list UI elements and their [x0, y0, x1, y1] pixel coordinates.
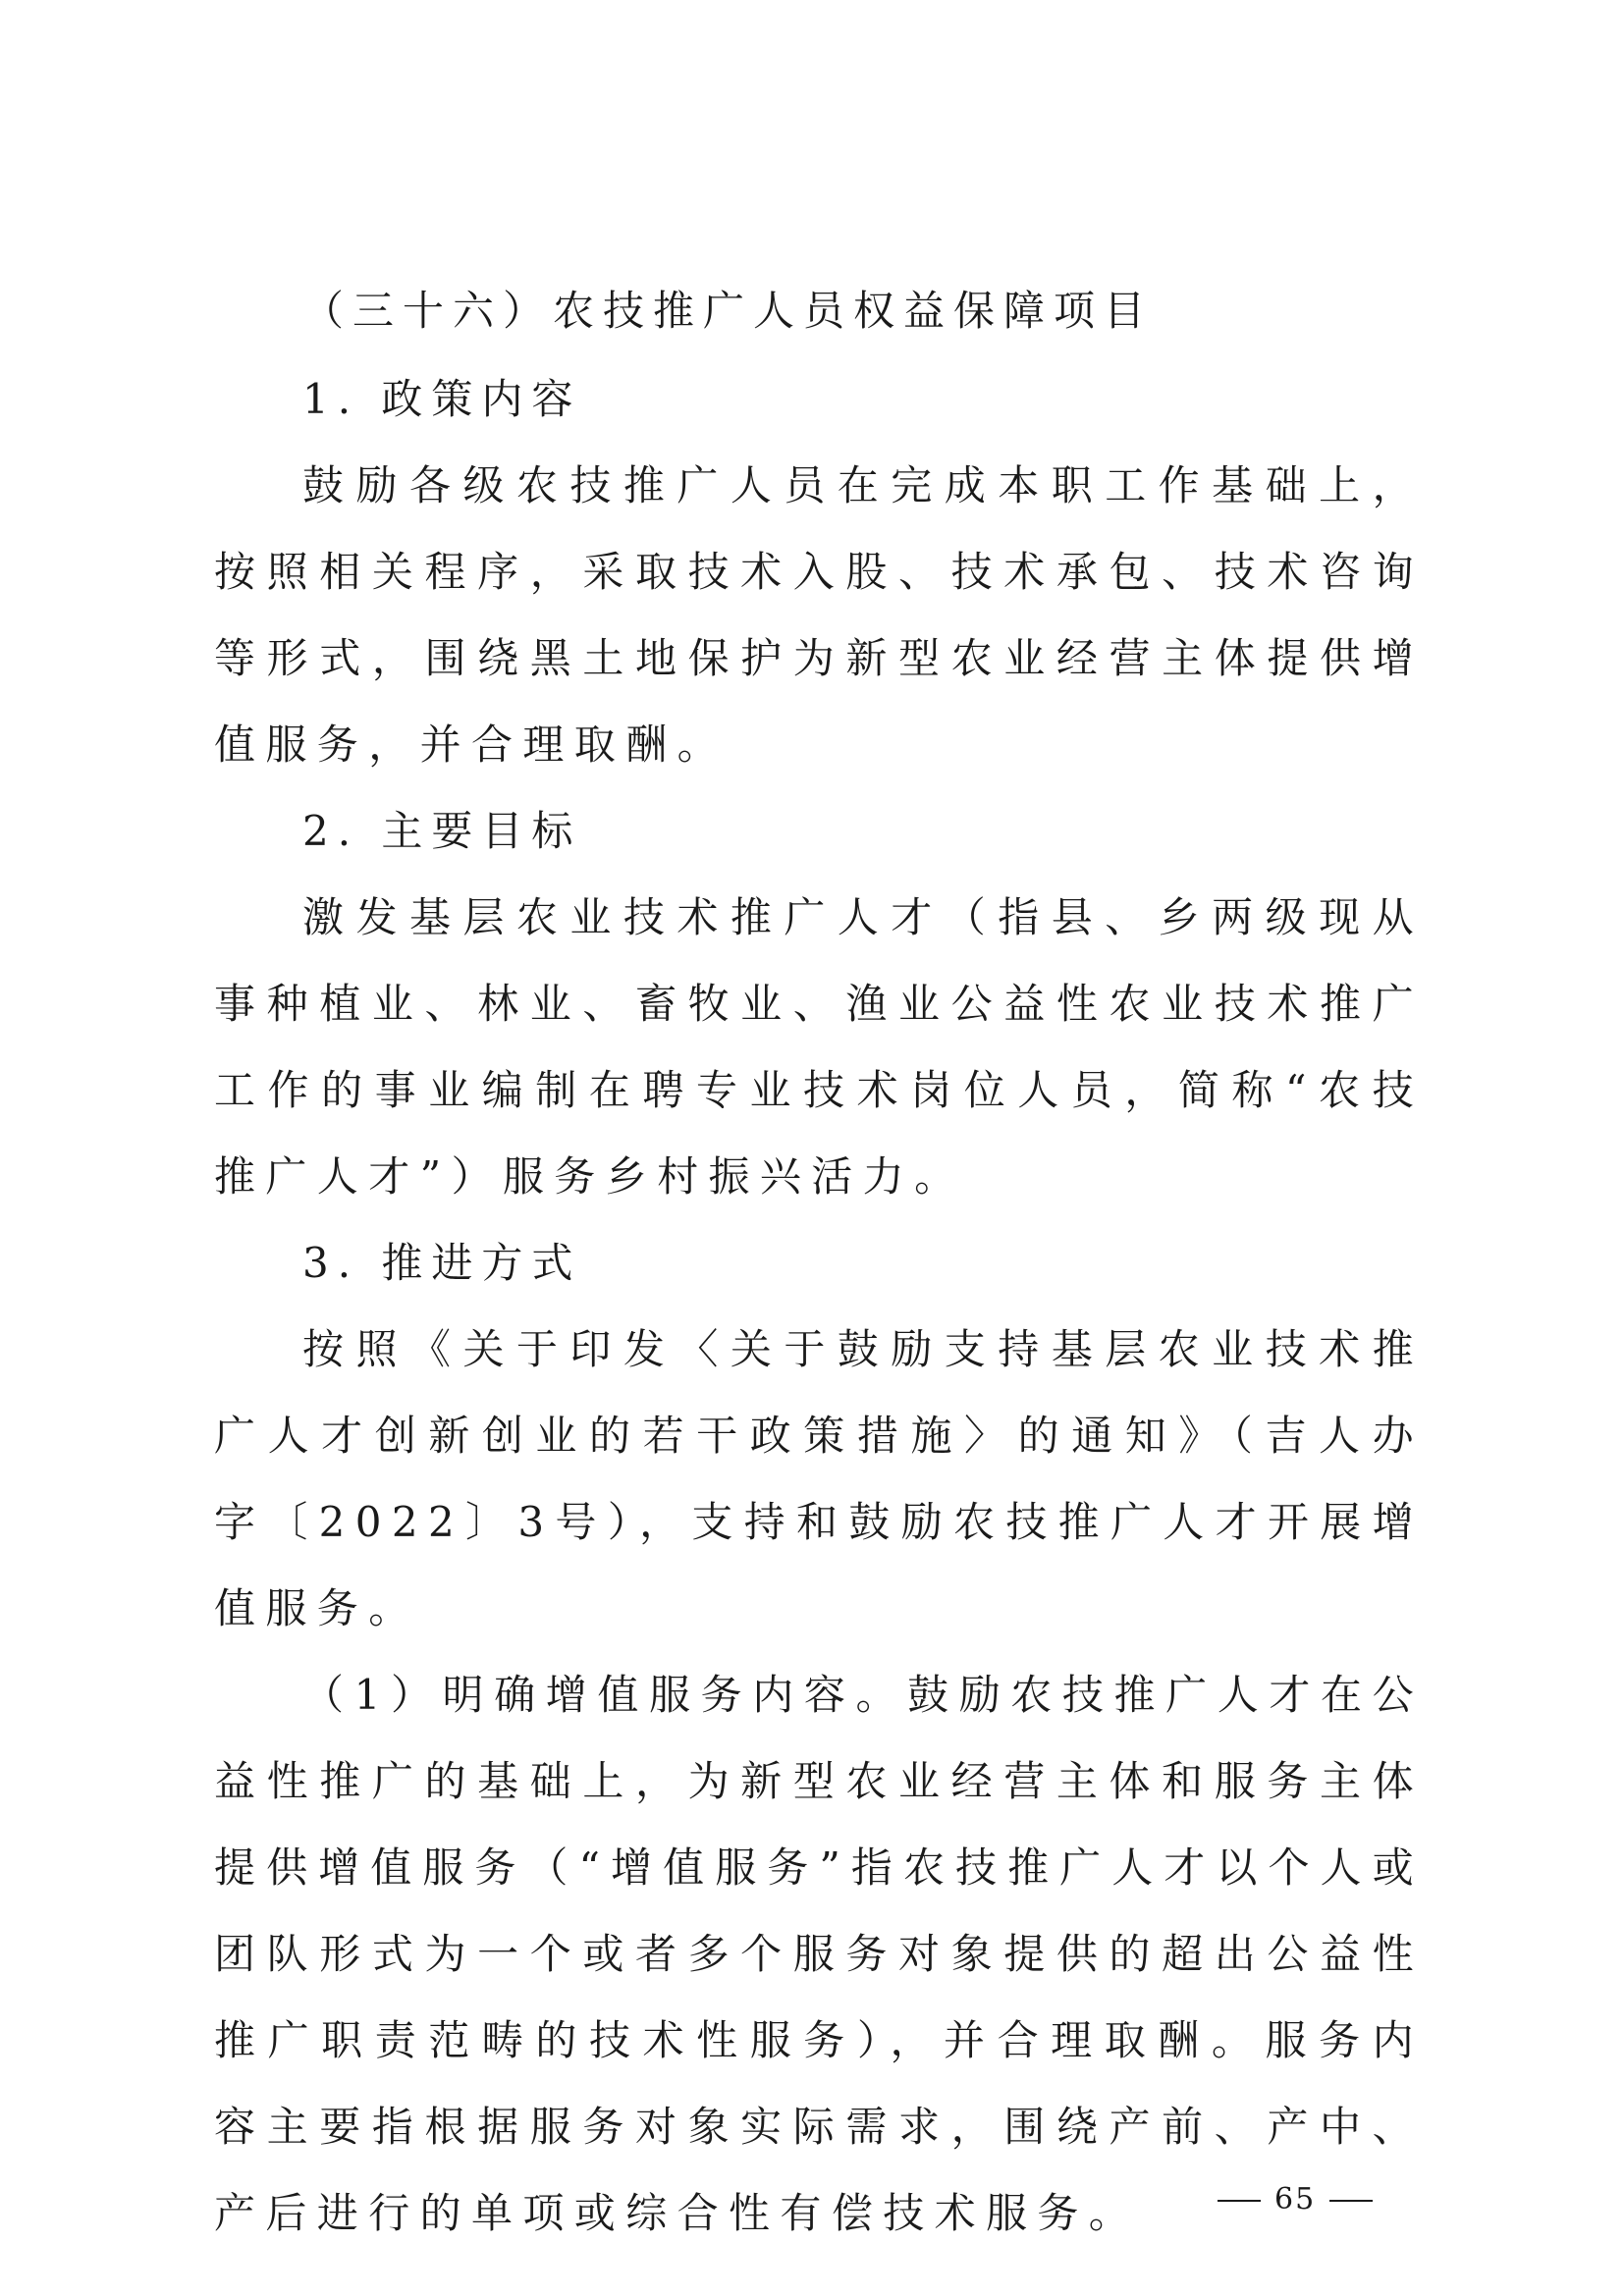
- page-footer: [1218, 2182, 1414, 2216]
- goals-paragraph: 激发基层农业技术推广人才（指县、乡两级现从事种植业、林业、畜牧业、渔业公益性农业技术推广工作的事业编制在聘专业技术岗位人员，简称“农技推广人才”）服务乡村振兴活力。: [214, 893, 1424, 1201]
- subsection-heading-policy: 1. 政策内容: [302, 375, 582, 423]
- footer-dash-left: [1218, 2200, 1261, 2202]
- approach-paragraph: 按照《关于印发〈关于鼓励支持基层农业技术推广人才创新创业的若干政策措施〉的通知》（吉人办字〔2022〕3号），支持和鼓励农技推广人才开展增值服务。: [214, 1325, 1425, 1632]
- footer-dash-right: [1329, 2200, 1373, 2202]
- value-added-service-paragraph: （1）明确增值服务内容。鼓励农技推广人才在公益性推广的基础上，为新型农业经营主体和服务主体提供增值服务（“增值服务”指农技推广人才以个人或团队形式为一个或者多个服务对象提供的超出公益性推广职责范畴的技术性服务），并合理取酬。服务内容主要指根据服务对象实际需求，围绕产前、产中、产后进行的单项或综合性有偿技术服务。: [214, 1671, 1424, 2237]
- subsection-heading-goals: 2. 主要目标: [302, 807, 582, 855]
- page-number: 65: [1274, 2182, 1317, 2216]
- document-body: [214, 287, 1425, 2257]
- policy-content-paragraph: 鼓励各级农技推广人员在完成本职工作基础上，按照相关程序，采取技术入股、技术承包、技术咨询等形式，围绕黑土地保护为新型农业经营主体提供增值服务，并合理取酬。: [214, 461, 1424, 769]
- section-title: （三十六）农技推广人员权益保障项目: [302, 287, 1155, 335]
- subsection-heading-approach: 3. 推进方式: [302, 1239, 582, 1287]
